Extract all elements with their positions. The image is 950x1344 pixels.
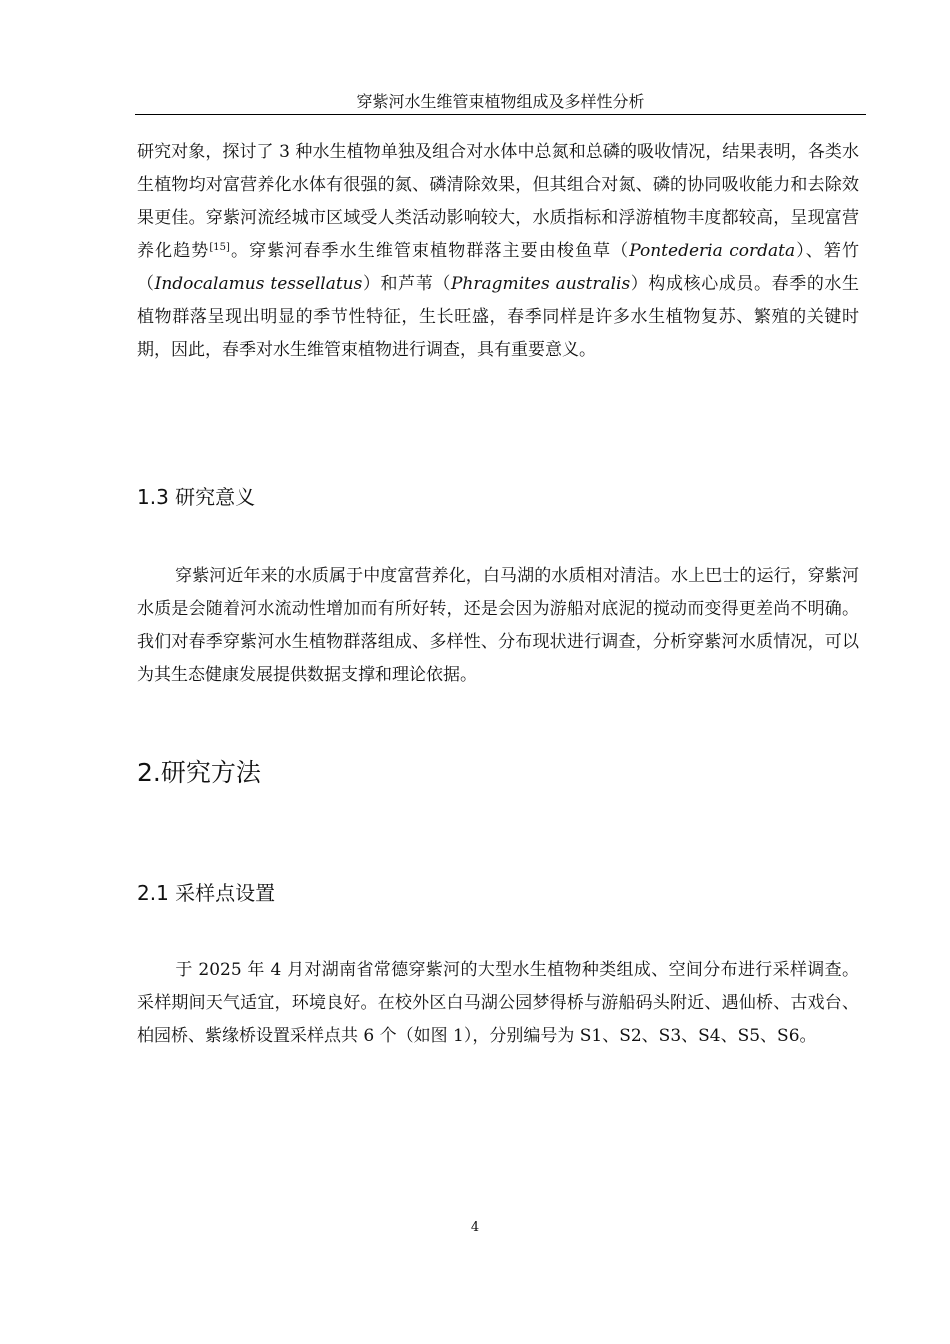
header-rule (135, 114, 866, 115)
section-heading-1-3: 1.3 研究意义 (137, 485, 256, 509)
species-name: Pontederia cordata (629, 241, 796, 261)
section-heading-2: 2.研究方法 (137, 758, 261, 787)
section-heading-2-1: 2.1 采样点设置 (137, 881, 276, 905)
citation: [15] (209, 242, 230, 253)
running-header: 穿紫河水生维管束植物组成及多样性分析 (356, 92, 645, 111)
text-segment: ）和芦苇（ (362, 274, 451, 294)
text-segment: 穿紫河近年来的水质属于中度富营养化，白马湖的水质相对清洁。水上巴士的运行，穿紫河水质是会随着河水流动性增加而有所好转，还是会因为游船对底泥的搅动而变得更差尚不明确。我们对春季穿紫河水生植物群落组成、多样性、分布现状进行调查，分析穿紫河水质情况，可以为其生态健康发展提供数据支撑和理论依据。 (137, 566, 859, 685)
species-name: Indocalamus tessellatus (154, 274, 363, 294)
page-number: 4 (470, 1220, 480, 1235)
text-segment: ）构成核心成员。春季的水生植物群落呈现出明显的季节性特征，生长旺盛，春季同样是许多水生植物复苏、繁殖的关键时期，因此，春季对水生维管束植物进行调查，具有重要意义。 (137, 274, 860, 360)
paragraph-research-background (137, 136, 859, 367)
text-segment: ）、箬竹（ (137, 241, 859, 294)
text-segment: 于 2025 年 4 月对湖南省常德穿紫河的大型水生植物种类组成、空间分布进行采样调查。采样期间天气适宜，环境良好。在校外区白马湖公园梦得桥与游船码头附近、遇仙桥、古戏台、柏园桥、紫缘桥设置采样点共 6 个（如图 1），分别编号为 S1、S2、S3、S4、S5、S6。 (137, 960, 859, 1046)
text-segment: 研究对象，探讨了 3 种水生植物单独及组合对水体中总氮和总磷的吸收情况，结果表明，各类水生植物均对富营养化水体有很强的氮、磷清除效果，但其组合对氮、磷的协同吸收能力和去除效果更佳。穿紫河流经城市区域受人类活动影响较大，水质指标和浮游植物丰度都较高，呈现富营养化趋势 (137, 142, 859, 261)
paragraph-research-significance (137, 560, 859, 692)
text-segment: 。穿紫河春季水生维管束植物群落主要由梭鱼草（ (229, 241, 630, 261)
species-name: Phragmites australis (450, 274, 631, 294)
paragraph-sampling-sites (137, 954, 859, 1053)
